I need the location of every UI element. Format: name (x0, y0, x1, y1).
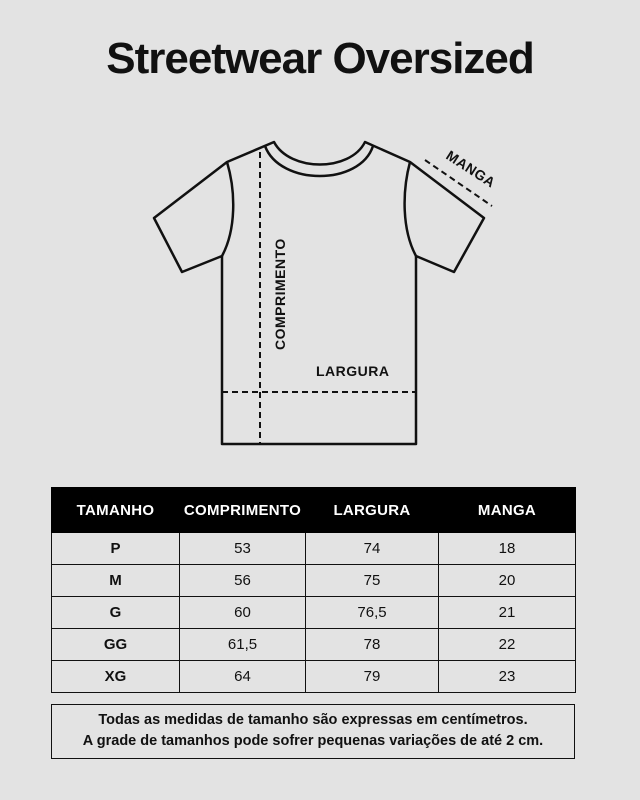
header-length: COMPRIMENTO (180, 488, 306, 533)
sleeve-label: MANGA (443, 147, 499, 191)
note-line-1: Todas as medidas de tamanho são expressas em centímetros. (98, 712, 528, 728)
tshirt-measurement-diagram (0, 120, 640, 460)
width-cell: 79 (306, 661, 439, 693)
table-row (52, 533, 576, 565)
size-cell: G (52, 597, 180, 629)
page-title: Streetwear Oversized (106, 34, 534, 83)
header-width: LARGURA (306, 488, 439, 533)
width-label: LARGURA (316, 363, 390, 379)
table-row (52, 629, 576, 661)
width-cell: 78 (306, 629, 439, 661)
left-armhole (222, 162, 233, 256)
sleeve-cell: 18 (439, 533, 576, 565)
header-sleeve: MANGA (439, 488, 576, 533)
table-row (52, 597, 576, 629)
length-cell: 53 (180, 533, 306, 565)
size-chart-table (51, 487, 576, 693)
size-cell: M (52, 565, 180, 597)
measurement-note (51, 704, 575, 759)
table-row (52, 661, 576, 693)
width-cell: 76,5 (306, 597, 439, 629)
width-cell: 74 (306, 533, 439, 565)
tshirt-diagram-svg (0, 120, 640, 460)
length-cell: 60 (180, 597, 306, 629)
sleeve-cell: 21 (439, 597, 576, 629)
sleeve-cell: 22 (439, 629, 576, 661)
sleeve-cell: 23 (439, 661, 576, 693)
sleeve-cell: 20 (439, 565, 576, 597)
length-label: COMPRIMENTO (272, 238, 288, 350)
right-armhole (405, 162, 416, 256)
size-cell: XG (52, 661, 180, 693)
note-line-2: A grade de tamanhos pode sofrer pequenas variações de até 2 cm. (82, 733, 544, 749)
length-cell: 61,5 (180, 629, 306, 661)
tshirt-outline (154, 142, 484, 444)
length-cell: 56 (180, 565, 306, 597)
width-cell: 75 (306, 565, 439, 597)
length-cell: 64 (180, 661, 306, 693)
table-row (52, 565, 576, 597)
table-header-row (52, 488, 576, 533)
size-cell: GG (52, 629, 180, 661)
size-cell: P (52, 533, 180, 565)
header-size: TAMANHO (52, 488, 180, 533)
